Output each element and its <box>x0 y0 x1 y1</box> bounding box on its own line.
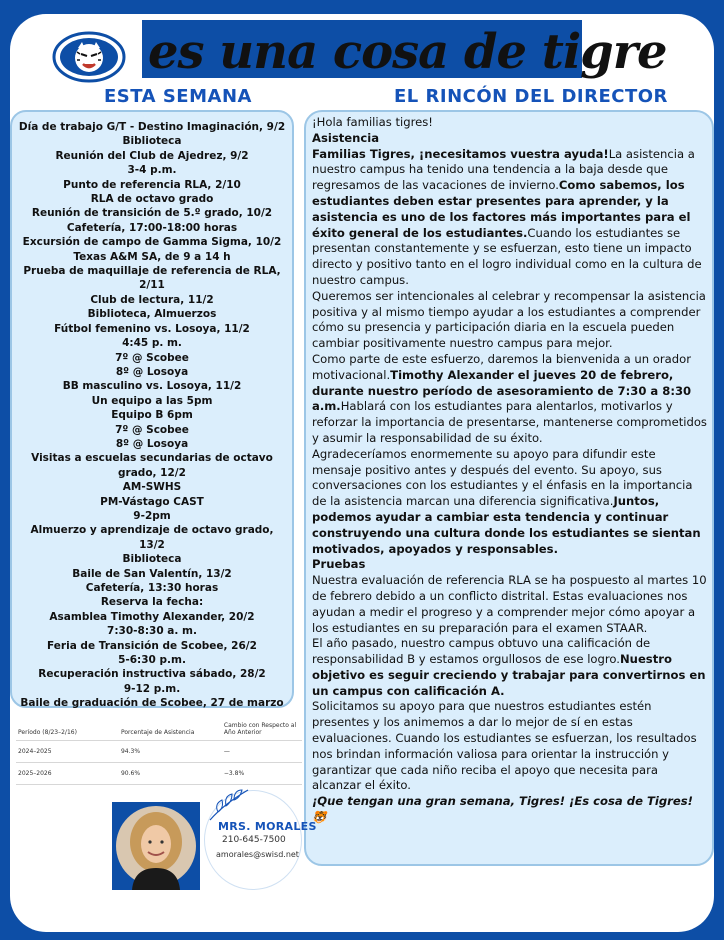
this-week-item: Asamblea Timothy Alexander, 20/2 <box>49 610 255 623</box>
contact-name: MRS. MORALES <box>218 820 317 833</box>
table-cell: — <box>222 741 302 763</box>
this-week-item: Fútbol femenino vs. Losoya, 11/2 <box>54 322 250 335</box>
this-week-item: RLA de octavo grado <box>90 193 214 206</box>
contact-phone: 210-645-7500 <box>222 835 286 845</box>
closing-line: ¡Que tengan una gran semana, Tigres! ¡Es cosa de Tigres! 🐯 <box>312 794 693 825</box>
this-week-item: Almuerzo y aprendizaje de octavo grado, 13/2 <box>30 524 274 551</box>
this-week-item: Prueba de maquillaje de referencia de RLA, 2/11 <box>23 265 281 292</box>
this-week-item: Texas A&M SA, de 9 a 14 h <box>73 250 231 263</box>
table-header-period: Período (8/23–2/16) <box>16 720 119 741</box>
this-week-item: 7º @ Scobee <box>115 423 189 436</box>
table-row <box>16 741 302 763</box>
support-paragraph: Agradeceríamos enormemente su apoyo para difundir este mensaje positivo antes y después del evento. Su apoyo, sus conversaciones con los estudiantes y el énfasis en la importancia de la asistencia marcan una diferencia significativa.Juntos, podemos ayudar a cambiar esta tendencia y continuar construyendo una cultura donde los estudiantes se sientan motivados, apoyados y responsables. <box>312 446 701 556</box>
this-week-item: 4:45 p. m. <box>122 337 182 350</box>
attendance-subheading: Asistencia <box>312 130 380 145</box>
this-week-item: Club de lectura, 11/2 <box>90 293 214 306</box>
this-week-item: Reunión de transición de 5.º grado, 10/2 <box>31 207 273 220</box>
attendance-table <box>16 720 302 785</box>
this-week-item: 8º @ Losoya <box>115 437 189 450</box>
this-week-list <box>12 112 292 711</box>
this-week-item: Biblioteca <box>122 135 182 148</box>
this-week-item: Punto de referencia RLA, 2/10 <box>63 178 241 191</box>
this-week-item: AM-SWHS <box>122 481 182 494</box>
this-week-item: Feria de Transición de Scobee, 26/2 <box>47 639 257 652</box>
this-week-item: 8º @ Losoya <box>115 365 189 378</box>
contact-email: amorales@swisd.net <box>216 850 299 859</box>
esta-semana-heading: ESTA SEMANA <box>104 86 252 107</box>
this-week-item: Día de trabajo G/T - Destino Imaginación, 9/2 <box>18 121 286 133</box>
table-cell: 2025–2026 <box>16 763 119 785</box>
director-corner-panel <box>304 110 714 866</box>
this-week-item: Cafetería, 17:00-18:00 horas <box>66 221 238 234</box>
table-header-change: Cambio con Respecto al Año Anterior <box>222 720 302 741</box>
this-week-item: Cafetería, 13:30 horas <box>85 582 219 594</box>
table-header-percentage: Porcentaje de Asistencia <box>119 720 222 741</box>
this-week-item: Reunión del Club de Ajedrez, 9/2 <box>55 149 249 162</box>
table-cell: 90.6% <box>119 763 222 785</box>
this-week-item: PM-Vástago CAST <box>100 495 204 508</box>
this-week-panel <box>10 110 294 708</box>
principal-photo <box>112 802 200 890</box>
director-article <box>306 112 712 826</box>
this-week-item: Baile de San Valentín, 13/2 <box>72 567 232 580</box>
table-row <box>16 763 302 785</box>
tiger-logo-icon <box>52 30 126 84</box>
banner-title: es una cosa de tigre <box>148 24 667 80</box>
this-week-item: BB masculino vs. Losoya, 11/2 <box>62 380 242 393</box>
this-week-item: 9-2pm <box>133 509 171 522</box>
table-cell: −3.8% <box>222 763 302 785</box>
greeting: ¡Hola familias tigres! <box>312 115 433 129</box>
this-week-item: Reserva la fecha: <box>100 596 204 609</box>
this-week-item: Visitas a escuelas secundarias de octavo grado, 12/2 <box>31 452 273 479</box>
this-week-item: Baile de graduación de Scobee, 27 de marzo <box>20 697 284 710</box>
table-cell: 2024–2025 <box>16 741 119 763</box>
this-week-item: Excursión de campo de Gamma Sigma, 10/2 <box>22 236 282 249</box>
tests-paragraph-2: Solicitamos su apoyo para que nuestros estudiantes estén presentes y los animemos a dar lo mejor de sí en estas evaluaciones. Cuando los estudiantes se esfuerzan, los resultados nos brindan información valiosa para orientar la instrucción y garantizar que cada niño reciba el apoyo que necesita para alcanzar el éxito. <box>312 699 697 793</box>
this-week-item: Recuperación instructiva sábado, 28/2 <box>38 668 266 681</box>
this-week-item: 5-6:30 p.m. <box>118 654 186 667</box>
this-week-item: Un equipo a las 5pm <box>91 394 213 407</box>
this-week-item: Equipo B 6pm <box>111 409 193 422</box>
attendance-paragraph-2: Queremos ser intencionales al celebrar y recompensar la asistencia positiva y al mismo tiempo ayudar a los estudiantes a comprender cómo su presencia y participación diaria en la escuela pueden cambiar positivamente nuestro campus para mejor. <box>312 288 706 351</box>
rating-paragraph: El año pasado, nuestro campus obtuvo una calificación de responsabilidad B y estamos orgullosos de ese logro.Nuestro objetivo es seguir creciendo y trabajar para convertirnos en un campus con calificación A. <box>312 636 706 698</box>
this-week-item: 7:30-8:30 a. m. <box>107 625 197 638</box>
table-cell: 94.3% <box>119 741 222 763</box>
director-corner-heading: EL RINCÓN DEL DIRECTOR <box>394 86 668 107</box>
this-week-item: 3-4 p.m. <box>127 164 177 177</box>
tests-subheading: Pruebas <box>312 557 366 572</box>
this-week-item: Biblioteca <box>122 553 182 566</box>
leaf-decoration-icon <box>204 784 254 824</box>
tests-paragraph-1: Nuestra evaluación de referencia RLA se ha pospuesto al martes 10 de febrero debido a un conflicto distrital. Estas evaluaciones nos ayudan a medir el progreso y a comprender mejor cómo apoyar a los estudiantes en su preparación para el examen STAAR. <box>312 573 707 635</box>
this-week-item: 7º @ Scobee <box>115 351 189 364</box>
table-header-row <box>16 720 302 741</box>
this-week-item: 9-12 p.m. <box>123 682 181 695</box>
portrait-icon <box>112 802 200 890</box>
speaker-paragraph: Como parte de este esfuerzo, daremos la bienvenida a un orador motivacional.Timothy Alexander el jueves 20 de febrero, durante nuestro período de asesoramiento de 7:30 a 8:30 a.m.Hablará con los estudiantes para alentarlos, motivarlos y reforzar la importancia de presentarse, mantenerse comprometidos y asumir la responsabilidad de su éxito. <box>312 351 707 445</box>
attendance-paragraph-1: Familias Tigres, ¡necesitamos vuestra ayuda!La asistencia a nuestro campus ha tenido una tendencia a la baja desde que regresamos de las vacaciones de invierno.Como sabemos, los estudiantes deben estar presentes para aprender, y la asistencia es uno de los factores más importantes para el éxito general de los estudiantes.Cuando los estudiantes se presentan constantemente y se esfuerzan, esto tiene un impacto directo y positivo tanto en el logro individual como en la cultura de nuestro campus. <box>312 146 702 287</box>
this-week-item: Biblioteca, Almuerzos <box>87 308 217 321</box>
